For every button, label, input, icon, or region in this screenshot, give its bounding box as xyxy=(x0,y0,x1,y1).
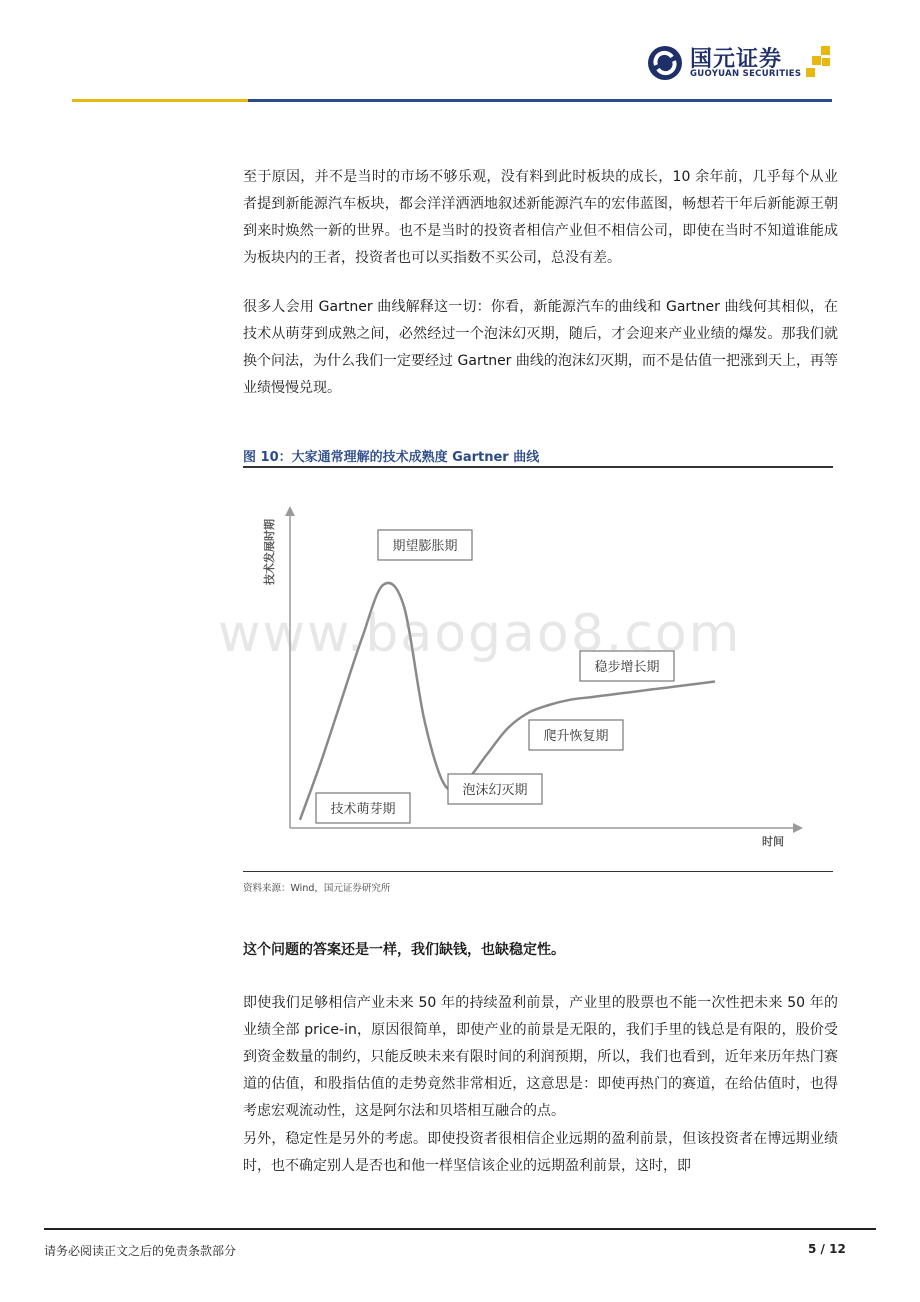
phase-label-peak: 期望膨胀期 xyxy=(392,539,458,554)
figure-source: 资料来源：Wind，国元证券研究所 xyxy=(243,883,391,894)
phase-label-trough: 泡沫幻灭期 xyxy=(462,783,528,798)
bold-heading: 这个问题的答案还是一样，我们缺钱，也缺稳定性。 xyxy=(243,942,565,958)
phase-label-plateau: 稳步增长期 xyxy=(594,660,660,675)
figure-rule-top xyxy=(243,466,833,468)
header-rule-yellow xyxy=(72,99,248,102)
phase-box-trough xyxy=(448,774,542,804)
phase-box-trigger xyxy=(316,793,410,823)
footer-rule xyxy=(44,1228,876,1230)
company-name-en: GUOYUAN SECURITIES xyxy=(690,69,802,79)
logo-squares-icon xyxy=(804,44,834,78)
x-axis xyxy=(290,823,803,833)
y-axis xyxy=(285,506,295,828)
phase-box-peak xyxy=(378,530,472,560)
footer-disclaimer: 请务必阅读正文之后的免责条款部分 xyxy=(44,1244,237,1258)
figure-title: 图 10：大家通常理解的技术成熟度 Gartner 曲线 xyxy=(243,450,540,465)
watermark: www.baogao8.com xyxy=(218,604,742,664)
company-name-cn: 国元证券 xyxy=(690,47,783,72)
y-axis-label: 技术发展时期 xyxy=(263,519,276,585)
phase-label-trigger: 技术萌芽期 xyxy=(330,802,396,817)
figure-rule-bottom xyxy=(243,871,833,872)
paragraph-1: 至于原因，并不是当时的市场不够乐观，没有料到此时板块的成长，10 余年前，几乎每个从业者提到新能源汽车板块，都会洋洋洒洒地叙述新能源汽车的宏伟蓝图，畅想若干年后新能源王朝到来时焕然一新的世界。也不是当时的投资者相信产业但不相信公司，即使在当时不知道谁能成为板块内的王者，投资者也可以买指数不买公司，总没有差。 xyxy=(243,169,838,266)
x-axis-label: 时间 xyxy=(762,835,784,848)
page-number: 5 / 12 xyxy=(808,1242,846,1256)
phase-box-slope xyxy=(529,720,623,750)
phase-label-slope: 爬升恢复期 xyxy=(543,729,609,744)
gartner-chart xyxy=(243,470,833,870)
paragraph-4: 另外，稳定性是另外的考虑。即使投资者很相信企业远期的盈利前景，但该投资者在博远期业绩时，也不确定别人是否也和他一样坚信该企业的远期盈利前景，这时，即 xyxy=(243,1131,838,1174)
company-logo xyxy=(646,40,846,88)
paragraph-2: 很多人会用 Gartner 曲线解释这一切：你看，新能源汽车的曲线和 Gartner 曲线何其相似，在技术从萌芽到成熟之间，必然经过一个泡沫幻灭期，随后，才会迎来产业业绩的爆发。那我们就换个问法，为什么我们一定要经过 Gartner 曲线的泡沫幻灭期，而不是估值一把涨到天上，再等业绩慢慢兑现。 xyxy=(243,299,838,396)
header-rule-blue xyxy=(248,99,832,102)
paragraph-3: 即使我们足够相信产业未来 50 年的持续盈利前景，产业里的股票也不能一次性把未来 50 年的业绩全部 price-in，原因很简单，即使产业的前景是无限的，我们手里的钱总是有限的，股价受到资金数量的制约，只能反映未来有限时间的利润预期，所以，我们也看到，近年来历年热门赛道的估值，和股指估值的走势竟然非常相近，这意思是：即使再热门的赛道，在给估值时，也得考虑宏观流动性，这是阿尔法和贝塔相互融合的点。 xyxy=(243,995,838,1119)
logo-circle-icon xyxy=(646,44,684,82)
